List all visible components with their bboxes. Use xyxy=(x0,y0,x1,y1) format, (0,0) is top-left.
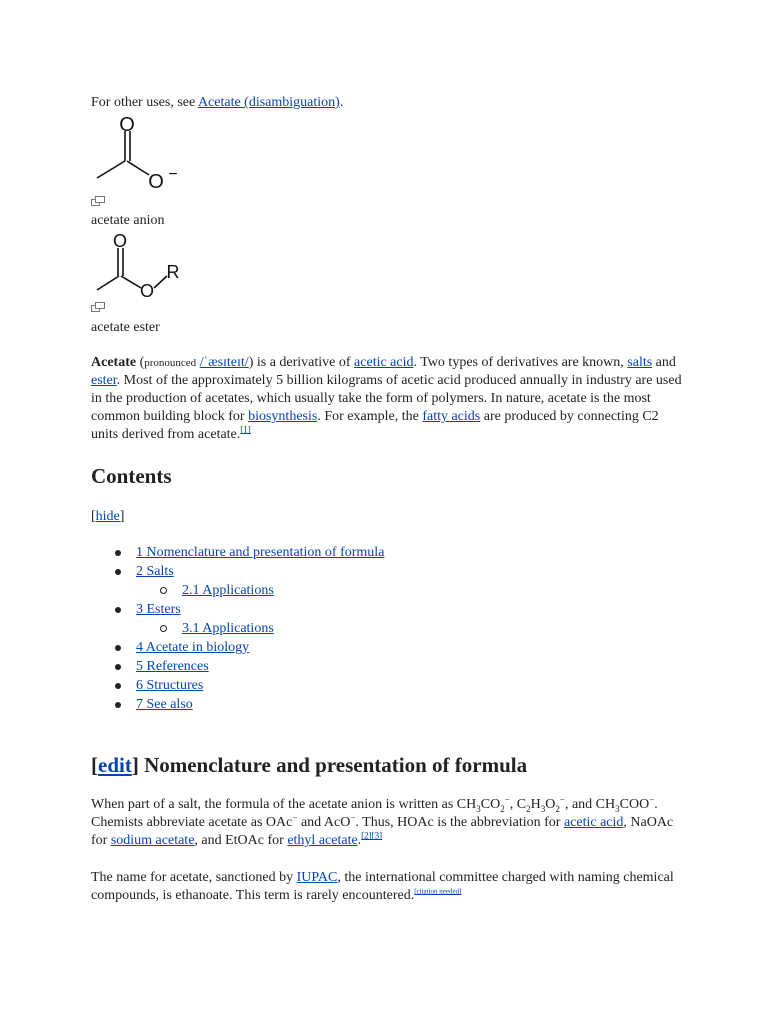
text: and AcO xyxy=(297,815,351,830)
text: CO xyxy=(480,797,501,812)
text: O xyxy=(545,797,556,812)
toc-item xyxy=(91,696,384,715)
figure-caption: acetate anion xyxy=(91,213,165,228)
text: When part of a salt, the formula of the acetate anion is written as CH xyxy=(91,797,477,812)
nomenclature-paragraph xyxy=(91,796,683,850)
toc-item xyxy=(91,677,384,696)
bullet xyxy=(115,550,121,556)
bullet xyxy=(115,683,121,689)
ipa-link[interactable]: /ˈæsɪteɪt/ xyxy=(199,355,249,370)
subscript: 3 xyxy=(540,803,546,814)
acetate-ester-structure[interactable] xyxy=(89,232,189,302)
bullet xyxy=(115,607,121,613)
superscript: − xyxy=(559,794,565,805)
text: , C xyxy=(509,797,527,812)
text: . Thus, HOAc is the abbreviation for xyxy=(355,815,564,830)
toc-subitem xyxy=(91,582,384,601)
bracket: [ xyxy=(91,753,98,777)
text: ( xyxy=(136,355,145,370)
toc-subitem xyxy=(91,620,384,639)
sodium-acetate-link[interactable]: sodium acetate xyxy=(110,833,195,848)
citation-needed-link[interactable]: [citation needed] xyxy=(414,887,462,896)
bullet xyxy=(115,664,121,670)
toc-link[interactable]: 2 Salts xyxy=(136,564,174,579)
text: , NaOAc for xyxy=(91,815,674,848)
text: . Two types of derivatives are known, xyxy=(413,355,628,370)
subscript: 2 xyxy=(526,803,531,814)
toc-item xyxy=(91,544,384,563)
toc-item xyxy=(91,639,384,658)
oxygen-top-label: O xyxy=(112,232,128,251)
salts-link[interactable]: salts xyxy=(627,355,653,370)
subscript: 2 xyxy=(500,803,505,814)
toc-list xyxy=(91,544,384,715)
acetic-acid-link[interactable]: acetic acid xyxy=(563,815,624,830)
lead-paragraph xyxy=(91,354,683,444)
section-heading xyxy=(91,752,527,778)
superscript: − xyxy=(504,794,510,805)
subscript: 3 xyxy=(615,803,620,814)
disambiguation-link[interactable]: Acetate (disambiguation) xyxy=(197,95,340,110)
r-group-label: R xyxy=(166,262,180,282)
toc-hide-link[interactable]: hide xyxy=(95,509,120,524)
toc-item xyxy=(91,563,384,582)
text: are produced by connecting C2 units derived from acetate. xyxy=(91,409,659,442)
bullet xyxy=(115,702,121,708)
bullet xyxy=(160,587,167,594)
toc-link[interactable]: 2.1 Applications xyxy=(182,583,274,598)
hatnote-suffix: . xyxy=(339,95,344,110)
bracket: ] xyxy=(131,753,139,777)
figure-caption: acetate ester xyxy=(91,320,160,335)
toc-link[interactable]: 1 Nomenclature and presentation of formula xyxy=(136,545,385,560)
text: . For example, the xyxy=(317,409,423,424)
bullet xyxy=(115,645,121,651)
toc-link[interactable]: 3.1 Applications xyxy=(182,621,274,636)
oxygen-right-label: O xyxy=(148,171,164,193)
text: and xyxy=(652,355,676,370)
text: The name for acetate, sanctioned by xyxy=(91,870,297,885)
bullet xyxy=(160,625,167,632)
bracket: ] xyxy=(119,509,125,524)
ethanoate-paragraph xyxy=(91,869,683,905)
biosynthesis-link[interactable]: biosynthesis xyxy=(248,409,318,424)
text: , and EtOAc for xyxy=(194,833,288,848)
text: H xyxy=(530,797,541,812)
text: , and CH xyxy=(564,797,616,812)
superscript: − xyxy=(649,794,655,805)
toc-toggle xyxy=(91,508,124,526)
ester-link[interactable]: ester xyxy=(91,373,117,388)
hatnote xyxy=(91,94,343,112)
acetate-anion-structure[interactable] xyxy=(89,113,189,193)
bullet xyxy=(115,569,121,575)
text: , the international committee charged with naming chemical compounds, is ethanoate. This term is rarely encountered. xyxy=(91,870,674,903)
toc-title: Contents xyxy=(91,464,172,488)
subscript: 2 xyxy=(555,803,560,814)
toc-item xyxy=(91,601,384,620)
charge-label: − xyxy=(168,166,178,183)
reference-link[interactable]: [1] xyxy=(240,424,251,435)
reference-link[interactable]: [2][3] xyxy=(361,830,383,841)
text: COO xyxy=(619,797,650,812)
toc-link[interactable]: 5 References xyxy=(136,659,209,674)
pronounced-label: pronounced xyxy=(144,357,197,369)
hatnote-text: For other uses, see xyxy=(91,95,198,110)
text: ) is a derivative of xyxy=(248,355,355,370)
bracket: [ xyxy=(91,509,96,524)
enlarge-icon[interactable] xyxy=(91,194,105,204)
oxygen-top-label: O xyxy=(119,114,135,136)
iupac-link[interactable]: IUPAC xyxy=(296,870,338,885)
text: . Most of the approximately 5 billion kilograms of acetic acid produced annually in industry are used in the production of acetates, which usually take the form of polymers. In nature, acetate is the most common building block for xyxy=(91,373,682,424)
toc-link[interactable]: 4 Acetate in biology xyxy=(136,640,250,655)
enlarge-icon[interactable] xyxy=(91,300,105,310)
superscript: − xyxy=(292,812,298,823)
ethyl-acetate-link[interactable]: ethyl acetate xyxy=(287,833,358,848)
acetic-acid-link[interactable]: acetic acid xyxy=(354,355,414,370)
fatty-acids-link[interactable]: fatty acids xyxy=(422,409,481,424)
text: . xyxy=(357,833,362,848)
edit-link[interactable]: edit xyxy=(98,753,132,777)
subscript: 3 xyxy=(476,803,481,814)
toc-link[interactable]: 3 Esters xyxy=(136,602,181,617)
toc-link[interactable]: 6 Structures xyxy=(136,678,204,693)
oxygen-right-label: O xyxy=(139,281,155,301)
toc-item xyxy=(91,658,384,677)
superscript: − xyxy=(350,812,356,823)
toc-link[interactable]: 7 See also xyxy=(136,697,193,712)
text: . Chemists abbreviate acetate as OAc xyxy=(91,797,658,830)
section-title: Nomenclature and presentation of formula xyxy=(138,753,528,777)
article-term: Acetate xyxy=(91,355,137,370)
